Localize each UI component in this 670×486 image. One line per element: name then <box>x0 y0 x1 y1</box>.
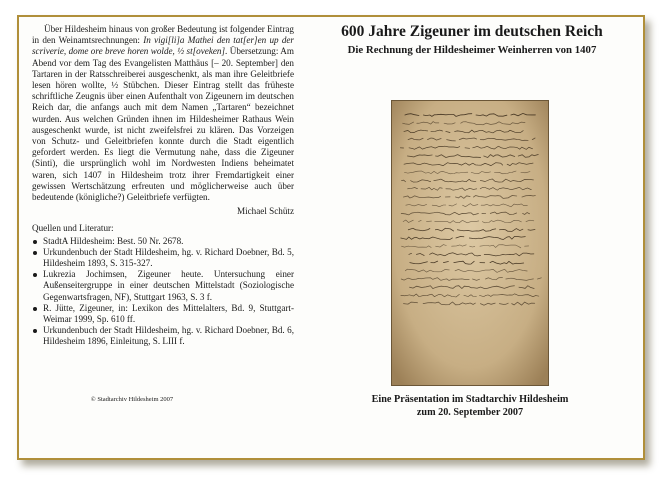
source-item: Urkundenbuch der Stadt Hildesheim, hg. v. Richard Doebner, Bd. 6, Hildesheim 1896, Einleitung, S. LIII f. <box>32 325 294 347</box>
paragraph-text-b: . Übersetzung: Am Abend vor dem Tag des Evangelisten Matthäus [– 20. September] den Tartaren in der Ratsschreiberei ausgeschenkt, als man ihre Geleitbriefe lesen hören wollte, ½ Stübchen. Dieser Eintrag stellt das früheste schriftliche Zeugnis über einen Aufenthalt von Zigeunern im deutschen Reich dar, die anfangs auch mit dem Namen „Tartaren“ bezeichnet wurden. Aus welchen Gründen ihnen im Hildesheimer Rathaus Wein ausgeschenkt wurde, ist nicht zweifelsfrei zu klären. Das Vorzeigen von Schutz- und Geleitbriefen konnte durch die Stadt eigentlich gefordert werden. Es liegt die Vermutung nahe, dass die Zigeuner (Sinti), die ursprünglich wohl im Nordwesten Indiens beheimatet waren, sich 1407 in Hildesheim trotz ihrer Fremdartigkeit einer gewissen Wertschätzung erfreuten und möglicherweise auch über bedeutende (königliche?) Geleitbriefe verfügten. <box>32 46 294 203</box>
page-title: 600 Jahre Zigeuner im deutschen Reich <box>341 23 603 40</box>
sources-heading: Quellen und Literatur: <box>32 223 114 234</box>
caption-line-1: Eine Präsentation im Stadtarchiv Hildesheim <box>371 394 569 405</box>
paragraph-text-a: Über Hildesheim hinaus von großer Bedeutung ist folgender Eintrag in den Weinamtsrechnungen: <box>32 24 294 46</box>
caption <box>350 394 590 419</box>
source-item: Lukrezia Jochimsen, Zigeuner heute. Untersuchung einer Außenseitergruppe in einer deutschen Mittelstadt (Soziologische Gegenwartsfragen, NF), Stuttgart 1963, S. 3 f. <box>32 269 294 303</box>
copyright-note: © Stadtarchiv Hildesheim 2007 <box>90 396 174 403</box>
right-column-header <box>332 22 612 57</box>
source-item: R. Jütte, Zigeuner, in: Lexikon des Mittelalters, Bd. 9, Stuttgart-Weimar 1999, Sp. 610 ff. <box>32 303 294 325</box>
source-item: StadtA Hildesheim: Best. 50 Nr. 2678. <box>32 236 294 247</box>
handwritten-page-illustration <box>392 101 548 385</box>
sources-list <box>32 236 294 348</box>
left-column <box>32 24 294 348</box>
caption-line-2: zum 20. September 2007 <box>416 406 524 418</box>
source-item: Urkundenbuch der Stadt Hildesheim, hg. v. Richard Doebner, Bd. 5, Hildesheim 1893, S. 315-327. <box>32 247 294 269</box>
author-signature: Michael Schütz <box>236 206 294 217</box>
latin-quote: In vigi[li]a Mathei den tat[er]en up der scriverie, dome ore breve horen wolde, ½ st[oveken] <box>32 35 294 57</box>
intro-paragraph <box>32 24 294 203</box>
page-subtitle: Die Rechnung der Hildesheimer Weinherren von 1407 <box>347 44 597 56</box>
manuscript-image <box>391 100 549 386</box>
